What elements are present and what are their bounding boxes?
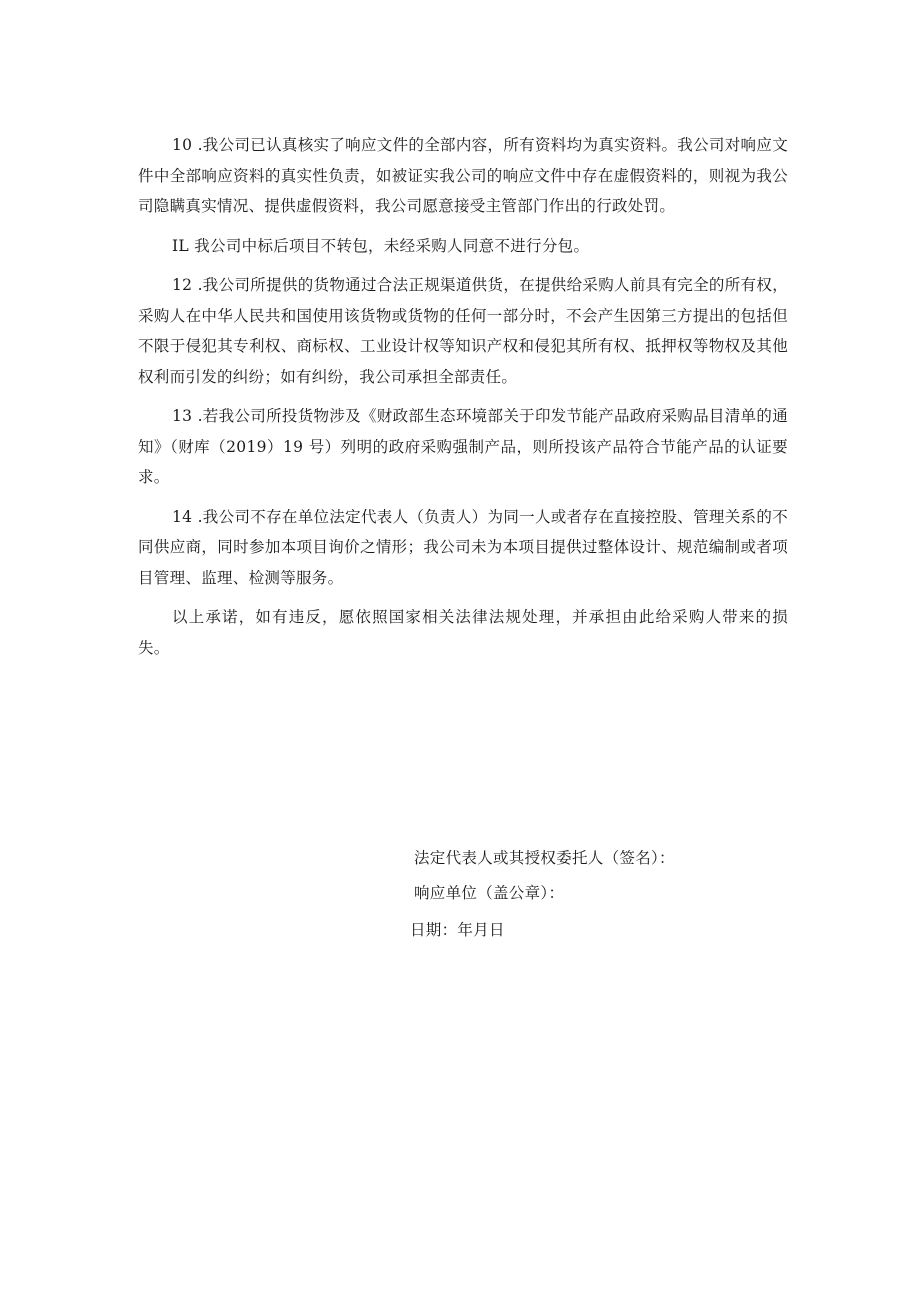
commitment-closing: 以上承诺，如有违反，愿依照国家相关法律法规处理，并承担由此给采购人带来的损失。 [138,608,788,657]
commitment-item-10: 10 .我公司已认真核实了响应文件的全部内容，所有资料均为真实资料。我公司对响应文件中全部响应资料的真实性负责，如被证实我公司的响应文件中存在虚假资料的，则视为我公司隐瞒真实情况、提供虚假资料，我公司愿意接受主管部门作出的行政处罚。 [138,136,788,215]
commitment-body [138,130,788,672]
company-seal-line: 响应单位（盖公章）： [414,884,565,902]
commitment-item-13: 13 .若我公司所投货物涉及《财政部生态环境部关于印发节能产品政府采购品目清单的通知》（财库（2019）19 号）列明的政府采购强制产品，则所投该产品符合节能产品的认证要求。 [138,407,788,486]
commitment-item-14: 14 .我公司不存在单位法定代表人（负责人）为同一人或者存在直接控股、管理关系的不同供应商，同时参加本项目询价之情形；我公司未为本项目提供过整体设计、规范编制或者项目管理、监理、检测等服务。 [138,507,788,587]
commitment-item-11: IL 我公司中标后项目不转包，未经采购人同意不进行分包。 [172,236,590,255]
representative-signature-line: 法定代表人或其授权委托人（签名）： [414,849,675,867]
commitment-item-12: 12 .我公司所提供的货物通过合法正规渠道供货，在提供给采购人前具有完全的所有权，采购人在中华人民共和国使用该货物或货物的任何一部分时，不会产生因第三方提出的包括但不限于侵犯其专利权、商标权、工业设计权等知识产权和侵犯其所有权、抵押权等物权及其他权利而引发的纠纷；如有纠纷，我公司承担全部责任。 [138,276,788,386]
date-line: 日期：年月日 [410,921,505,939]
